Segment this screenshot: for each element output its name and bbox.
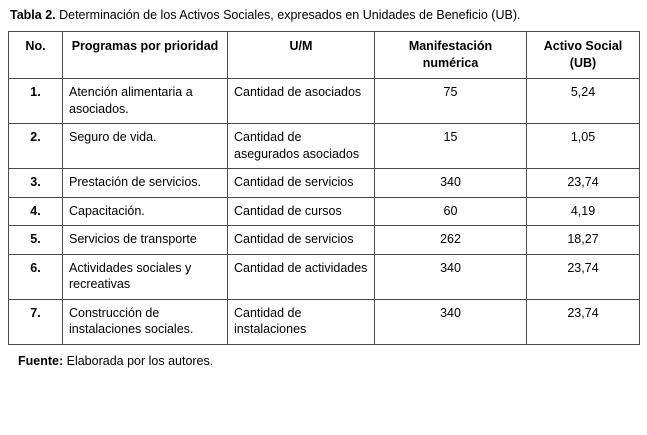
table-row [9, 254, 640, 299]
cell-manifestacion: 75 [375, 79, 527, 124]
table-source [8, 354, 639, 368]
column-header-um: U/M [228, 32, 375, 79]
cell-activo-social: 23,74 [527, 299, 640, 344]
cell-manifestacion: 60 [375, 197, 527, 226]
cell-no: 1. [9, 79, 63, 124]
social-assets-table [8, 31, 640, 345]
cell-um: Cantidad de instalaciones [228, 299, 375, 344]
column-header-programa: Programas por prioridad [63, 32, 228, 79]
cell-manifestacion: 15 [375, 124, 527, 169]
column-header-no: No. [9, 32, 63, 79]
column-header-activo-social: Activo Social (UB) [527, 32, 640, 79]
cell-manifestacion: 340 [375, 299, 527, 344]
cell-no: 2. [9, 124, 63, 169]
cell-programa: Prestación de servicios. [63, 169, 228, 198]
cell-activo-social: 18,27 [527, 226, 640, 255]
table-row [9, 169, 640, 198]
cell-no: 3. [9, 169, 63, 198]
cell-manifestacion: 262 [375, 226, 527, 255]
cell-manifestacion: 340 [375, 169, 527, 198]
cell-activo-social: 23,74 [527, 169, 640, 198]
table-source-text: Elaborada por los autores. [63, 353, 214, 368]
cell-um: Cantidad de actividades [228, 254, 375, 299]
table-row [9, 197, 640, 226]
table-row [9, 299, 640, 344]
cell-programa: Capacitación. [63, 197, 228, 226]
table-source-label: Fuente: [18, 353, 64, 368]
cell-no: 5. [9, 226, 63, 255]
table-header-row [9, 32, 640, 79]
cell-activo-social: 23,74 [527, 254, 640, 299]
table-body [9, 79, 640, 345]
column-header-manifestacion: Manifestación numérica [375, 32, 527, 79]
cell-programa: Seguro de vida. [63, 124, 228, 169]
cell-um: Cantidad de asegurados asociados [228, 124, 375, 169]
table-caption-text: Determinación de los Activos Sociales, expresados en Unidades de Beneficio (UB). [55, 8, 521, 22]
cell-manifestacion: 340 [375, 254, 527, 299]
cell-um: Cantidad de cursos [228, 197, 375, 226]
cell-programa: Atención alimentaria a asociados. [63, 79, 228, 124]
cell-programa: Servicios de transporte [63, 226, 228, 255]
table-caption-label: Tabla 2. [10, 8, 56, 22]
table-row [9, 124, 640, 169]
cell-no: 4. [9, 197, 63, 226]
cell-programa: Actividades sociales y recreativas [63, 254, 228, 299]
cell-programa: Construcción de instalaciones sociales. [63, 299, 228, 344]
table-caption [8, 6, 639, 24]
cell-activo-social: 5,24 [527, 79, 640, 124]
cell-um: Cantidad de servicios [228, 226, 375, 255]
table-row [9, 79, 640, 124]
cell-no: 6. [9, 254, 63, 299]
table-row [9, 226, 640, 255]
table-header [9, 32, 640, 79]
cell-activo-social: 1,05 [527, 124, 640, 169]
cell-um: Cantidad de asociados [228, 79, 375, 124]
cell-no: 7. [9, 299, 63, 344]
cell-activo-social: 4,19 [527, 197, 640, 226]
cell-um: Cantidad de servicios [228, 169, 375, 198]
